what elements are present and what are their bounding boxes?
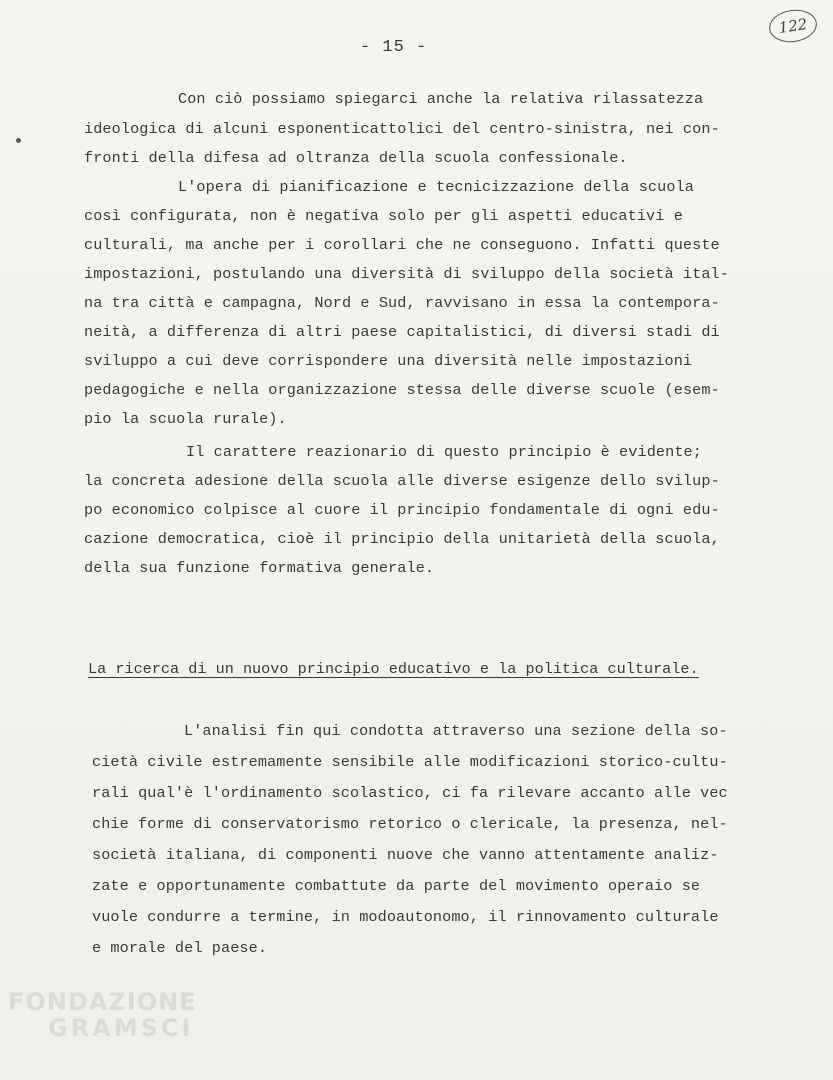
text-line: Il carattere reazionario di questo principio è evidente;	[186, 443, 702, 461]
page-number: - 15 -	[360, 38, 428, 57]
text-line: cietà civile estremamente sensibile alle modificazioni storico-cultu-	[92, 753, 728, 771]
watermark-line-2: GRAMSCI	[48, 1014, 194, 1042]
text-line: società italiana, di componenti nuove che vanno attentamente analiz-	[92, 846, 719, 864]
text-line: pio la scuola rurale).	[84, 410, 287, 428]
text-line: così configurata, non è negativa solo per gli aspetti educativi e	[84, 207, 683, 225]
text-line: zate e opportunamente combattute da parte del movimento operaio se	[92, 877, 701, 895]
text-line: neità, a differenza di altri paese capitalistici, di diversi stadi di	[84, 323, 720, 341]
text-line: sviluppo a cui deve corrispondere una diversità nelle impostazioni	[84, 352, 693, 370]
text-line: cazione democratica, cioè il principio della unitarietà della scuola,	[84, 530, 720, 548]
text-line: na tra città e campagna, Nord e Sud, ravvisano in essa la contempora-	[84, 294, 720, 312]
text-line: L'analisi fin qui condotta attraverso una sezione della so-	[184, 722, 728, 740]
text-line: fronti della difesa ad oltranza della scuola confessionale.	[84, 149, 628, 167]
text-line: vuole condurre a termine, in modoautonomo, il rinnovamento culturale	[92, 908, 719, 926]
text-line: chie forme di conservatorismo retorico o clericale, la presenza, nel-	[92, 815, 728, 833]
text-line: e morale del paese.	[92, 939, 268, 957]
text-line: rali qual'è l'ordinamento scolastico, ci fa rilevare accanto alle vec	[92, 784, 728, 802]
text-line: Con ciò possiamo spiegarci anche la relativa rilassatezza	[178, 90, 704, 108]
text-line: la concreta adesione della scuola alle diverse esigenze dello svilup-	[84, 472, 720, 490]
text-line: ideologica di alcuni esponenticattolici del centro-sinistra, nei con-	[84, 120, 720, 138]
fondazione-gramsci-watermark	[8, 990, 197, 1040]
section-heading: La ricerca di un nuovo principio educativo e la politica culturale.	[88, 660, 699, 678]
text-line: culturali, ma anche per i corollari che ne conseguono. Infatti queste	[84, 236, 720, 254]
text-line: L'opera di pianificazione e tecnicizzazione della scuola	[178, 178, 694, 196]
watermark-line-1: FONDAZIONE	[8, 988, 197, 1016]
text-line: impostazioni, postulando una diversità di sviluppo della società ital-	[84, 265, 729, 283]
text-line: po economico colpisce al cuore il principio fondamentale di ogni edu-	[84, 501, 720, 519]
text-line: della sua funzione formativa generale.	[84, 559, 435, 577]
archive-number-stamp: 122	[767, 7, 819, 45]
punch-hole-mark	[16, 138, 21, 143]
text-line: pedagogiche e nella organizzazione stessa delle diverse scuole (esem-	[84, 381, 720, 399]
